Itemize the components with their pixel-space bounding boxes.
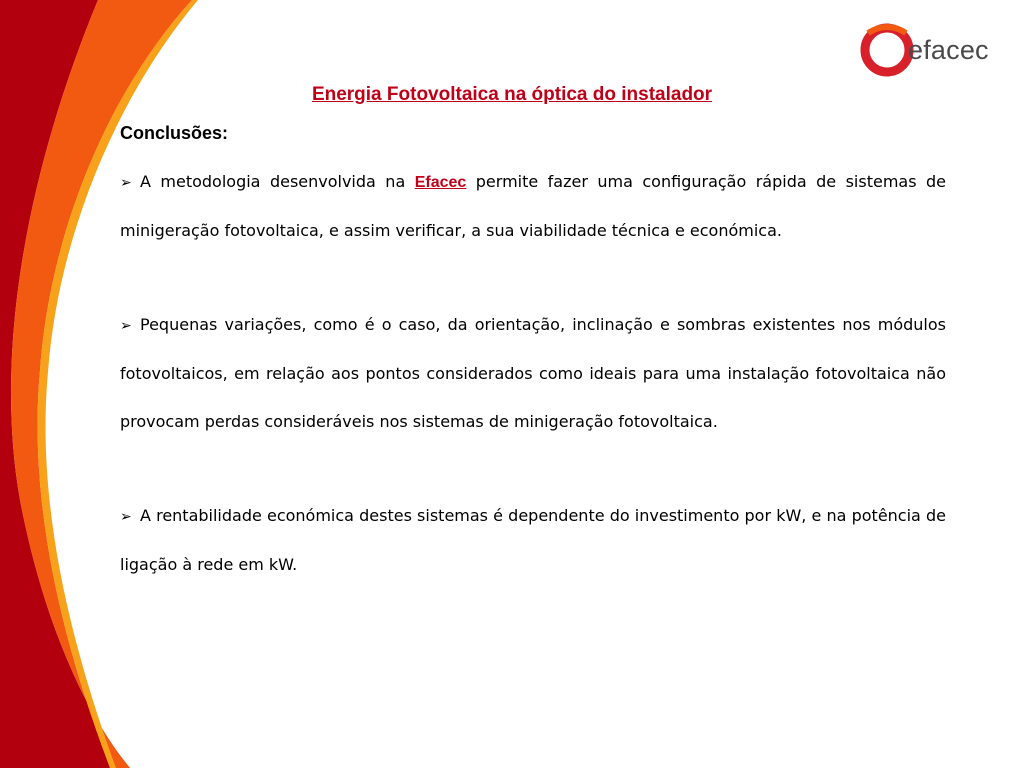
page-title: Energia Fotovoltaica na óptica do instalador [311, 84, 713, 105]
bullet-item-2 [120, 301, 946, 446]
bullet-text-pre: A metodologia desenvolvida na [140, 172, 415, 191]
bullet-text-post: permite fazer uma configuração rápida de sistemas de minigeração fotovoltaica, e assim verificar, a sua viabilidade técnica e económica. [120, 172, 947, 240]
logo-wordmark: efacec [908, 34, 989, 65]
arrow-bullet-icon: ➢ [120, 175, 132, 191]
bullet-text: Pequenas variações, como é o caso, da orientação, inclinação e sombras existentes nos módulos fotovoltaicos, em relação aos pontos considerados como ideais para uma instalação fotovoltaica não provocam perdas consideráveis nos sistemas de minigeração fotovoltaica. [120, 315, 946, 431]
arrow-bullet-icon: ➢ [120, 509, 132, 525]
brand-highlight: Efacec [414, 174, 467, 191]
efacec-logo [860, 22, 1010, 78]
bullet-text: A rentabilidade económica destes sistemas é dependente do investimento por kW, e na potência de ligação à rede em kW. [120, 506, 946, 574]
bullet-item-3 [120, 492, 946, 589]
efacec-logo-mark-icon [860, 23, 914, 77]
slide-body [120, 120, 946, 635]
bullet-item-1 [120, 158, 946, 255]
arrow-bullet-icon: ➢ [120, 318, 132, 334]
section-heading: Conclusões: [120, 123, 229, 143]
